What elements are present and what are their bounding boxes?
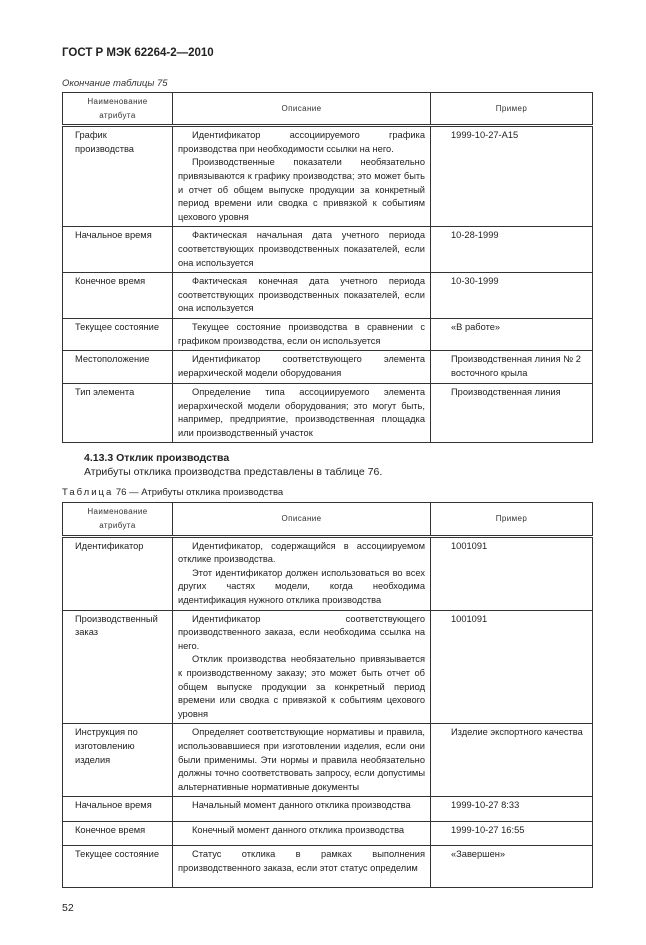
attribute-example: 1001091 bbox=[431, 610, 593, 724]
attribute-example: «В работе» bbox=[431, 318, 593, 350]
section-text: Атрибуты отклика производства представлены в таблице 76. bbox=[84, 466, 383, 479]
description-paragraph: Фактическая начальная дата учетного периода соответствующих производственных показателей, если она используется bbox=[178, 230, 425, 268]
attribute-name: Текущее состояние bbox=[63, 846, 173, 888]
table-row bbox=[63, 797, 593, 822]
caption-title: 76 — Атрибуты отклика производства bbox=[113, 487, 284, 499]
table-row bbox=[63, 724, 593, 797]
attribute-name: График производства bbox=[63, 126, 173, 227]
attribute-example: 1001091 bbox=[431, 536, 593, 610]
description-paragraph: Идентификатор соответствующего элемента иерархической модели оборудования bbox=[178, 354, 425, 378]
table-row bbox=[63, 846, 593, 888]
attribute-example: 1999-10-27-A15 bbox=[431, 126, 593, 227]
attribute-description bbox=[173, 797, 431, 822]
column-header-description: Описание bbox=[173, 93, 431, 126]
attribute-description bbox=[173, 318, 431, 350]
attribute-name: Идентификатор bbox=[63, 536, 173, 610]
document-header: ГОСТ Р МЭК 62264-2—2010 bbox=[62, 47, 214, 59]
table-75 bbox=[62, 92, 593, 443]
description-paragraph: Производственные показатели необязательно привязываются к графику производства; это может быть и отчет об общем выпуске продукции за конкретный период времени или сводка с привязкой к событиям цехового уровня bbox=[178, 157, 425, 222]
table-row bbox=[63, 351, 593, 384]
attribute-description bbox=[173, 846, 431, 888]
table-75-continuation-caption: Окончание таблицы 75 bbox=[62, 78, 168, 89]
description-paragraph: Этот идентификатор должен использоваться во всех других частях модели, когда необходима идентификация нужного отклика производства bbox=[178, 567, 425, 606]
attribute-description bbox=[173, 610, 431, 724]
table-header-row bbox=[63, 93, 593, 126]
caption-prefix: Таблица bbox=[62, 487, 114, 499]
table-row bbox=[63, 318, 593, 350]
attribute-description bbox=[173, 351, 431, 384]
attribute-example: Производственная линия № 2 восточного крыла bbox=[431, 351, 593, 384]
attribute-description bbox=[173, 126, 431, 227]
description-paragraph: Определяет соответствующие нормативы и правила, использовавшиеся при изготовлении изделия, если они были применимы. Эти нормы и правила необязательно должны точно соответствовать запросу, если допустимы альтернативные нормативные документы bbox=[178, 727, 425, 792]
attribute-example: «Завершен» bbox=[431, 846, 593, 888]
attribute-name: Начальное время bbox=[63, 227, 173, 273]
description-paragraph: Идентификатор ассоциируемого графика производства при необходимости ссылки на него. bbox=[178, 130, 425, 154]
attribute-name: Местоположение bbox=[63, 351, 173, 384]
attribute-example: 10-28-1999 bbox=[431, 227, 593, 273]
attribute-description bbox=[173, 227, 431, 273]
column-header-example: Пример bbox=[431, 503, 593, 536]
description-paragraph: Определение типа ассоциируемого элемента иерархической модели оборудования; это могут быть, например, предприятие, производственная площадка или производственный участок bbox=[178, 387, 425, 438]
table-row bbox=[63, 227, 593, 273]
section-heading: 4.13.3 Отклик производства bbox=[84, 452, 230, 465]
table-header-row bbox=[63, 503, 593, 536]
attribute-example: 1999-10-27 8:33 bbox=[431, 797, 593, 822]
description-paragraph: Текущее состояние производства в сравнении с графиком производства, если он используется bbox=[178, 321, 425, 346]
attribute-name: Конечное время bbox=[63, 822, 173, 846]
table-row bbox=[63, 822, 593, 846]
attribute-description bbox=[173, 273, 431, 319]
attribute-description bbox=[173, 384, 431, 443]
attribute-example: 10-30-1999 bbox=[431, 273, 593, 319]
attribute-name: Текущее состояние bbox=[63, 318, 173, 350]
column-header-description: Описание bbox=[173, 503, 431, 536]
table-row bbox=[63, 384, 593, 443]
table-row bbox=[63, 273, 593, 319]
attribute-description bbox=[173, 822, 431, 846]
description-paragraph: Идентификатор, содержащийся в ассоциируемом отклике производства. bbox=[178, 540, 425, 565]
page-number: 52 bbox=[62, 902, 74, 915]
description-paragraph: Статус отклика в рамках выполнения производственного заказа, если этот статус определим bbox=[178, 849, 425, 873]
attribute-description bbox=[173, 536, 431, 610]
attribute-name: Начальное время bbox=[63, 797, 173, 822]
attribute-name: Производственный заказ bbox=[63, 610, 173, 724]
attribute-name: Тип элемента bbox=[63, 384, 173, 443]
table-row bbox=[63, 610, 593, 724]
description-paragraph: Идентификатор соответствующего производственного заказа, если необходима ссылка на него. bbox=[178, 613, 425, 651]
column-header-name: Наименование атрибута bbox=[63, 503, 173, 536]
description-paragraph: Фактическая конечная дата учетного периода соответствующих производственных показателей, если она используется bbox=[178, 276, 425, 314]
column-header-example: Пример bbox=[431, 93, 593, 126]
attribute-example: 1999-10-27 16:55 bbox=[431, 822, 593, 846]
description-paragraph: Начальный момент данного отклика производства bbox=[192, 800, 411, 811]
table-76 bbox=[62, 502, 593, 888]
table-76-caption bbox=[62, 487, 592, 499]
attribute-name: Инструкция по изготовлению изделия bbox=[63, 724, 173, 797]
table-row bbox=[63, 126, 593, 227]
attribute-description bbox=[173, 724, 431, 797]
description-paragraph: Отклик производства необязательно привязывается к производственному заказу; это может быть отчет об общем выпуске продукции за конкретный период времени или сводка с привязкой к событиям цехового уровня bbox=[178, 654, 425, 719]
table-row bbox=[63, 536, 593, 610]
attribute-example: Изделие экспортного качества bbox=[431, 724, 593, 797]
description-paragraph: Конечный момент данного отклика производства bbox=[192, 825, 405, 836]
column-header-name: Наименование атрибута bbox=[63, 93, 173, 126]
attribute-example: Производственная линия bbox=[431, 384, 593, 443]
attribute-name: Конечное время bbox=[63, 273, 173, 319]
